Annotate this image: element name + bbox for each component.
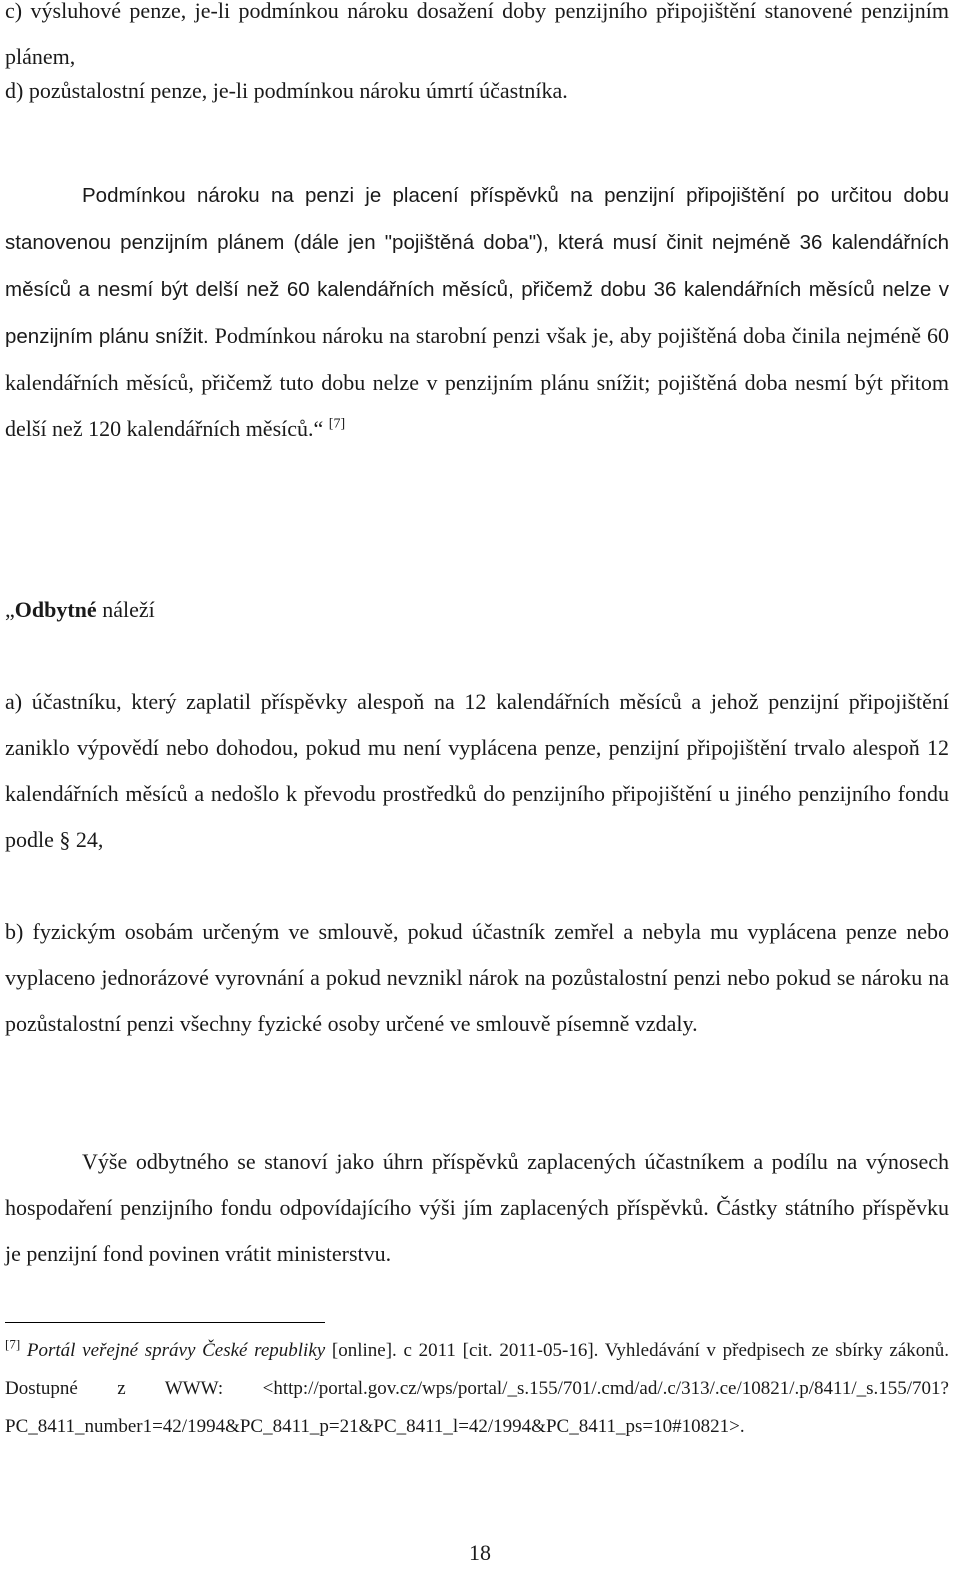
footnote-source-details: [online]. c 2011 [cit. 2011-05-16]. Vyhledávání v předpisech ze sbírky zákonů. Dostupné z WWW: <http://portal.gov.cz/wps/portal/_s.155/701/.cmd/ad/.c/313/.ce/10821/.p/8411/_s.155/701?PC_8411_number1=42/1994&PC_8411_p=21&PC_8411_l=42/1994&PC_8411_ps=10#10821>. bbox=[5, 1340, 950, 1437]
item-d-text: d) pozůstalostní penze, je-li podmínkou nároku úmrtí účastníka. bbox=[5, 78, 568, 103]
section-open-quote: „ bbox=[5, 597, 15, 622]
pension-conditions-paragraph bbox=[5, 172, 949, 452]
footnote-reference: [7] bbox=[328, 416, 346, 432]
item-a bbox=[5, 679, 949, 863]
section-bold-word: Odbytné bbox=[14, 597, 97, 622]
item-a-text: a) účastníku, který zaplatil příspěvky alespoň na 12 kalendářních měsíců a jehož penzijní připojištění zaniklo výpovědí nebo dohodou, pokud mu není vyplácena penze, penzijní připojištění trvalo alespoň 12 kalendářních měsíců a nedošlo k převodu prostředků do penzijního připojištění u jiného penzijního fondu podle § 24, bbox=[5, 689, 949, 852]
severance-paragraph bbox=[5, 1139, 949, 1277]
footnote-source-title: Portál veřejné správy České republiky bbox=[26, 1340, 326, 1361]
footnote-separator bbox=[5, 1322, 325, 1323]
page-number: 18 bbox=[469, 1540, 491, 1565]
footnote bbox=[5, 1332, 949, 1446]
pension-conditions-text-sans: Podmínkou nároku na penzi je placení příspěvků na penzijní připojištění po určitou dobu stanovenou penzijním plánem (dále jen "pojištěná doba"), která musí činit nejméně 36 kalendářních měsíců a nesmí být delší než 60 kalendářních měsíců, přičemž dobu 36 kalendářních měsíců nelze v penzijním plánu snížit. bbox=[5, 184, 949, 348]
section-heading-rest: náleží bbox=[96, 597, 155, 622]
section-heading bbox=[5, 587, 949, 633]
pension-conditions-text-serif: Podmínkou nároku na starobní penzi však je, aby pojištěná doba činila nejméně 60 kalendářních měsíců, přičemž tuto dobu nelze v penzijním plánu snížit; pojištěná doba nesmí být přitom delší než 120 kalendářních měsíců.“ bbox=[5, 323, 949, 441]
item-d bbox=[5, 68, 949, 114]
item-c-text: c) výsluhové penze, je-li podmínkou nároku dosažení doby penzijního připojištění stanovené penzijním plánem, bbox=[5, 0, 949, 69]
item-b-text: b) fyzickým osobám určeným ve smlouvě, pokud účastník zemřel a nebyla mu vyplácena penze nebo vyplaceno jednorázové vyrovnání a pokud nevznikl nárok na pozůstalostní penzi nebo pokud se nároku na pozůstalostní penzi všechny fyzické osoby určené ve smlouvě písemně vzdaly. bbox=[5, 919, 949, 1036]
item-b bbox=[5, 909, 949, 1047]
footnote-mark: [7] bbox=[5, 1336, 21, 1352]
severance-text: Výše odbytného se stanoví jako úhrn příspěvků zaplacených účastníkem a podílu na výnosech hospodaření penzijního fondu odpovídajícího výši jím zaplacených příspěvků. Částky státního příspěvku je penzijní fond povinen vrátit ministerstvu. bbox=[5, 1149, 949, 1266]
